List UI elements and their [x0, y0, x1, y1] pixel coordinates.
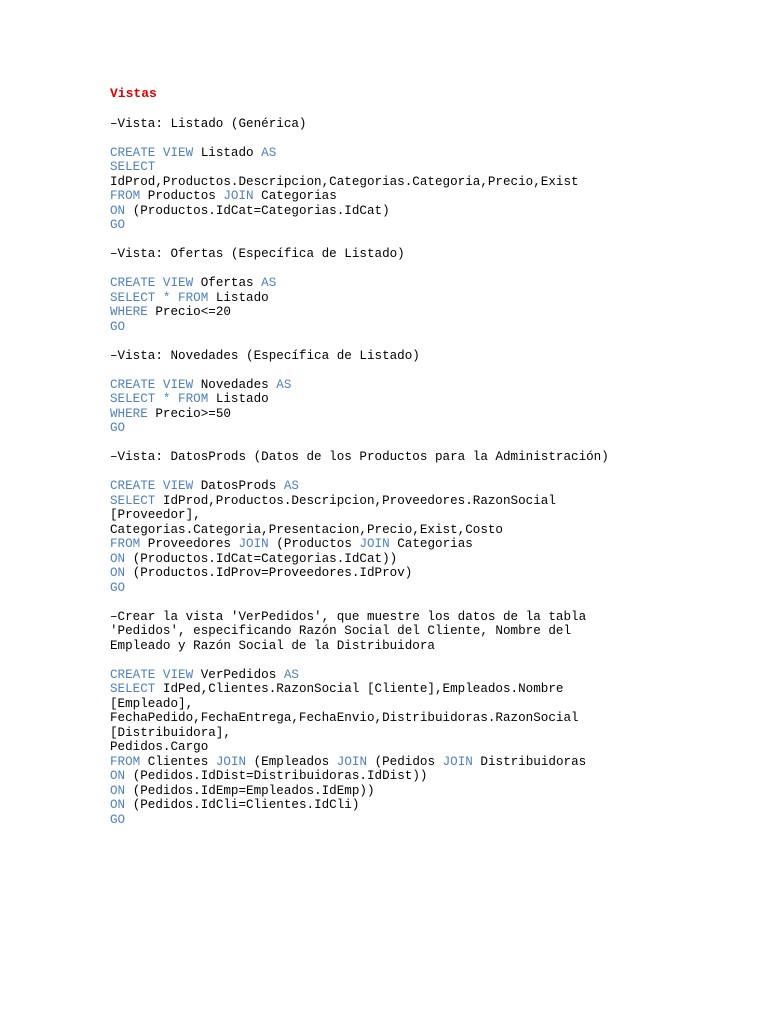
code-line	[110, 711, 750, 726]
sql-text: Ofertas	[200, 276, 262, 290]
code-line	[110, 755, 750, 770]
sql-keyword: CREATE VIEW	[110, 276, 201, 290]
blank-line	[110, 436, 750, 451]
sql-keyword: GO	[110, 421, 126, 435]
sql-text: Listado	[215, 290, 269, 305]
sql-text: (Pedidos.IdDist=Distribuidoras.IdDist))	[132, 769, 428, 783]
sql-keyword: ON	[110, 203, 133, 218]
sql-text: FechaPedido,FechaEntrega,FechaEnvio,Distribuidoras.RazonSocial	[110, 711, 579, 725]
code-line	[110, 392, 750, 407]
code-line	[110, 479, 750, 494]
sql-keyword: CREATE VIEW	[110, 377, 201, 392]
comment-line: –Crear la vista 'VerPedidos', que muestre los datos de la tabla	[110, 609, 587, 624]
code-line	[110, 523, 750, 538]
comment-line: 'Pedidos', especificando Razón Social del Cliente, Nombre del	[110, 624, 572, 638]
code-line	[110, 305, 750, 320]
sql-text: (Productos.IdCat=Categorias.IdCat)	[132, 203, 390, 218]
sql-text: Productos	[147, 189, 224, 203]
sql-keyword: FROM	[110, 537, 148, 551]
code-line	[110, 508, 750, 523]
sql-text: Categorias.Categoria,Presentacion,Precio,Exist,Costo	[110, 522, 503, 537]
sql-text: (Pedidos.IdEmp=Empleados.IdEmp))	[132, 783, 375, 798]
sql-text: IdProd,Productos.Descripcion,Proveedores.RazonSocial	[162, 493, 556, 508]
code-line	[110, 146, 750, 161]
blank-line	[110, 334, 750, 349]
sql-text: Listado	[215, 392, 269, 406]
code-line	[110, 407, 750, 422]
sql-keyword: AS	[261, 145, 277, 160]
sql-keyword: AS	[261, 276, 277, 290]
sql-text: [Empleado],	[110, 696, 194, 711]
sql-keyword: SELECT	[110, 682, 163, 696]
blank-line	[110, 102, 750, 117]
code-line	[110, 813, 750, 828]
page-title: Vistas	[110, 86, 157, 101]
sql-text: DatosProds	[200, 479, 284, 493]
sql-keyword: CREATE VIEW	[110, 145, 201, 160]
sql-keyword: SELECT	[110, 493, 163, 508]
blank-line	[110, 131, 750, 146]
sql-text: (Empleados	[253, 754, 337, 769]
sql-keyword: SELECT * FROM	[110, 290, 216, 305]
comment-line: –Vista: Ofertas (Específica de Listado)	[110, 247, 405, 261]
code-line	[110, 682, 750, 697]
sql-text: Categorias	[261, 189, 337, 203]
blank-line	[110, 363, 750, 378]
code-line	[110, 276, 750, 291]
code-line	[110, 421, 750, 436]
sql-keyword: GO	[110, 580, 126, 595]
code-line	[110, 189, 750, 204]
sql-keyword: JOIN	[223, 189, 262, 203]
sql-text: (Productos	[276, 537, 360, 551]
sql-keyword: CREATE VIEW	[110, 479, 201, 493]
code-line	[110, 740, 750, 755]
code-line	[110, 566, 750, 581]
blank-line	[110, 262, 750, 277]
sql-text: Proveedores	[147, 537, 239, 551]
sql-text: [Distribuidora],	[110, 725, 231, 740]
code-line	[110, 784, 750, 799]
code-line	[110, 798, 750, 813]
code-line	[110, 552, 750, 567]
sql-keyword: JOIN	[442, 754, 481, 769]
sql-text: IdPed,Clientes.RazonSocial [Cliente],Empleados.Nombre	[162, 682, 564, 696]
sql-keyword: AS	[283, 667, 299, 682]
code-line	[110, 668, 750, 683]
document	[110, 85, 750, 827]
sql-code-body	[110, 102, 750, 827]
code-line	[110, 218, 750, 233]
code-line	[110, 175, 750, 190]
sql-text: Precio>=50	[155, 406, 231, 421]
sql-text: (Productos.IdProv=Proveedores.IdProv)	[132, 566, 413, 580]
code-line	[110, 697, 750, 712]
sql-text: Precio<=20	[155, 305, 231, 319]
code-line	[110, 537, 750, 552]
sql-keyword: ON	[110, 798, 133, 812]
sql-keyword: FROM	[110, 189, 148, 203]
blank-line	[110, 653, 750, 668]
sql-keyword: JOIN	[238, 537, 277, 551]
sql-keyword: JOIN	[336, 754, 375, 769]
sql-keyword: ON	[110, 769, 133, 783]
sql-text: Distribuidoras	[480, 754, 587, 769]
sql-text: IdProd,Productos.Descripcion,Categorias.Categoria,Precio,Exist	[110, 174, 579, 189]
code-line	[110, 160, 750, 175]
comment-line: –Vista: Listado (Genérica)	[110, 116, 307, 131]
sql-text: (Pedidos	[374, 754, 443, 769]
sql-keyword: WHERE	[110, 406, 156, 421]
blank-line	[110, 465, 750, 480]
sql-text: [Proveedor],	[110, 508, 201, 522]
sql-keyword: GO	[110, 812, 126, 827]
sql-keyword: GO	[110, 319, 126, 334]
sql-keyword: FROM	[110, 754, 148, 769]
sql-text: Pedidos.Cargo	[110, 740, 209, 754]
sql-text: VerPedidos	[200, 667, 284, 682]
code-line	[110, 320, 750, 335]
sql-text: Listado	[200, 145, 262, 160]
sql-keyword: GO	[110, 218, 126, 232]
sql-keyword: CREATE VIEW	[110, 667, 201, 682]
sql-text: Novedades	[200, 377, 277, 392]
sql-keyword: AS	[283, 479, 299, 493]
code-line	[110, 581, 750, 596]
comment-line: –Vista: Novedades (Específica de Listado)	[110, 348, 420, 363]
blank-line	[110, 233, 750, 248]
sql-keyword: ON	[110, 551, 133, 566]
sql-keyword: ON	[110, 566, 133, 580]
code-line	[110, 726, 750, 741]
code-line	[110, 204, 750, 219]
comment-line: –Vista: DatosProds (Datos de los Productos para la Administración)	[110, 450, 609, 464]
comment-line: Empleado y Razón Social de la Distribuidora	[110, 638, 435, 653]
code-line	[110, 291, 750, 306]
sql-text: (Pedidos.IdCli=Clientes.IdCli)	[132, 798, 360, 812]
code-line	[110, 494, 750, 509]
sql-keyword: JOIN	[215, 754, 254, 769]
sql-keyword: SELECT * FROM	[110, 392, 216, 406]
code-line	[110, 378, 750, 393]
sql-text: Clientes	[147, 754, 216, 769]
sql-keyword: AS	[276, 377, 292, 392]
sql-keyword: WHERE	[110, 305, 156, 319]
sql-text: (Productos.IdCat=Categorias.IdCat))	[132, 551, 398, 566]
sql-keyword: JOIN	[359, 537, 398, 551]
blank-line	[110, 595, 750, 610]
sql-text: Categorias	[397, 537, 473, 551]
sql-keyword: SELECT	[110, 160, 156, 174]
sql-keyword: ON	[110, 783, 133, 798]
code-line	[110, 769, 750, 784]
